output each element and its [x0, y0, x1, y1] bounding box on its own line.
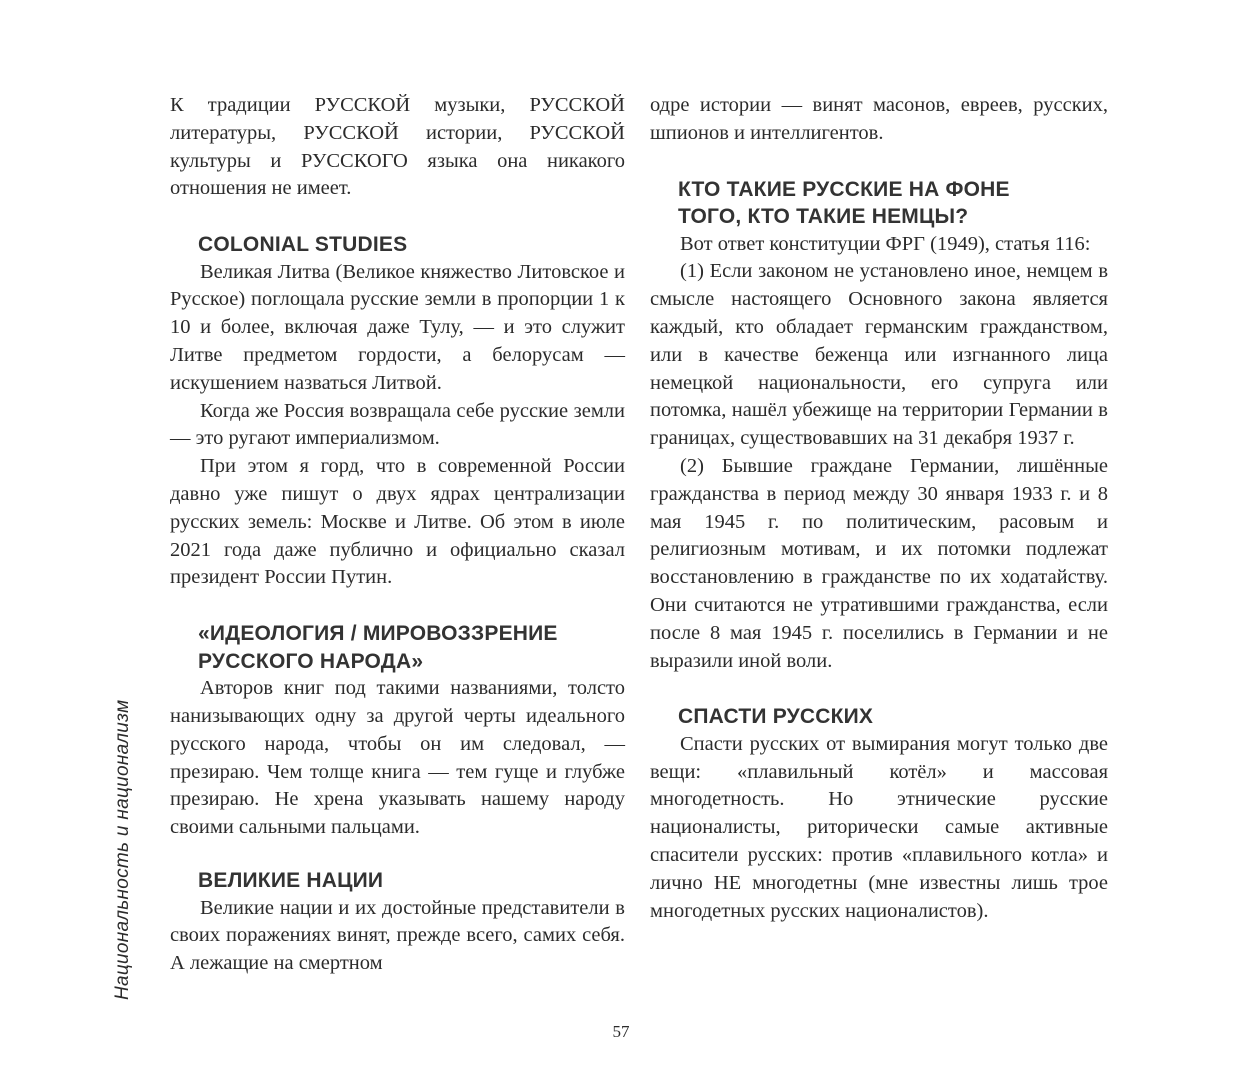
- intro-paragraph: К традиции РУССКОЙ музыки, РУССКОЙ литературы, РУССКОЙ истории, РУССКОЙ культуры и РУССКОГО языка она никакого отношения не имеет.: [170, 94, 625, 200]
- heading-russians-germans-line2: ТОГО, КТО ТАКИЕ НЕМЦЫ?: [678, 205, 969, 229]
- heading-russians-germans-line1: КТО ТАКИЕ РУССКИЕ НА ФОНЕ: [678, 177, 1010, 201]
- heading-ideology: [170, 620, 625, 675]
- paragraph-imperialism: Когда же Россия возвращала себе русские земли — это ругают империализмом.: [170, 399, 625, 450]
- paragraph-two-cores: При этом я горд, что в современной России давно уже пишут о двух ядрах централизации русских земель: Москве и Литве. Об этом в июле 2021 года даже публично и официально сказал президент России Путин.: [170, 455, 625, 589]
- heading-save-russians: СПАСТИ РУССКИХ: [678, 705, 874, 729]
- paragraph-constitution: Вот ответ конституции ФРГ (1949), статья 116:: [680, 232, 1091, 255]
- page-number: 57: [612, 1022, 630, 1041]
- paragraph-ideology: Авторов книг под такими названиями, толсто нанизывающих одну за другой черты идеального русского народа, чтобы он им следовал, — презираю. Чем толще книга — тем гуще и глубже презираю. Не хрена указывать нашему народу своими сальными пальцами.: [170, 677, 625, 839]
- continuation-paragraph: одре истории — винят масонов, евреев, русских, шпионов и интеллигентов.: [650, 94, 1108, 144]
- paragraph-lithuania: Великая Литва (Великое княжество Литовское и Русское) поглощала русские земли в пропорции 1 к 10 и более, включая даже Тулу, — и это служит Литве предметом гордости, а белорусам — искушением назваться Литвой.: [170, 260, 625, 394]
- heading-russians-germans: [650, 176, 1108, 231]
- left-column: [170, 92, 625, 978]
- heading-ideology-line2: РУССКОГО НАРОДА»: [198, 649, 424, 673]
- paragraph-great-nations: Великие нации и их достойные представители в своих поражениях винят, прежде всего, самих себя. А лежащие на смертном: [170, 896, 625, 975]
- heading-ideology-line1: «ИДЕОЛОГИЯ / МИРОВОЗЗРЕНИЕ: [198, 622, 558, 646]
- paragraph-clause-1: (1) Если законом не установлено иное, немцем в смысле настоящего Основного закона является каждый, кто обладает германским гражданством, или в качестве беженца или изгнанного лица немецкой национальности, его супруга или потомка, нашёл убежище на территории Германии в границах, существовавших на 31 декабря 1937 г.: [650, 260, 1108, 450]
- heading-great-nations: ВЕЛИКИЕ НАЦИИ: [198, 869, 384, 893]
- right-column: [650, 92, 1108, 925]
- running-head-vertical: Национальность и национализм: [112, 699, 133, 1000]
- paragraph-clause-2: (2) Бывшие граждане Германии, лишённые гражданства в период между 30 января 1933 г. и 8 мая 1945 г. по политическим, расовым и религиозным мотивам, и их потомки подлежат восстановлению в гражданстве по их ходатайству. Они считаются не утратившими гражданства, если после 8 мая 1945 г. поселились в Германии и не выразили иной воли.: [650, 454, 1108, 672]
- heading-colonial-studies: COLONIAL STUDIES: [198, 233, 408, 257]
- paragraph-save-russians: Спасти русских от вымирания могут только две вещи: «плавильный котёл» и массовая многодетность. Но этнические русские националисты, риторически самые активные спасители русских: против «плавильного котла» и лично НЕ многодетны (мне известны лишь трое многодетных русских националистов).: [650, 732, 1108, 922]
